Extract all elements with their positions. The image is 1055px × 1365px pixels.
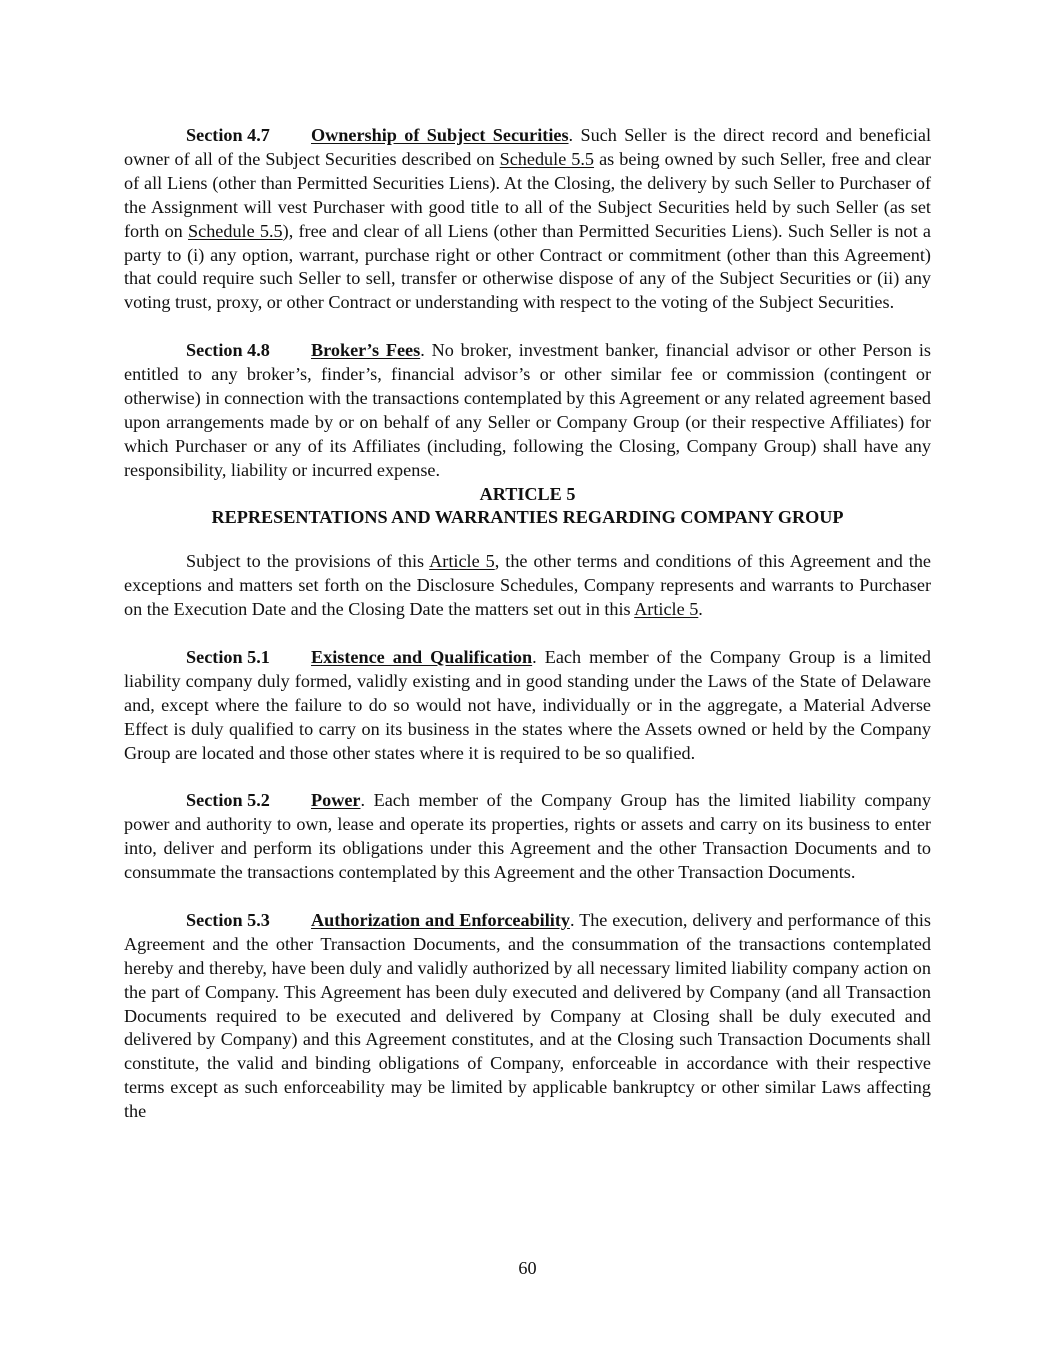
schedule-reference: Schedule 5.5 xyxy=(188,220,283,241)
article-5-intro xyxy=(124,550,931,622)
section-text: as being owned by such Seller, free and clear of all Liens (other than Permitted Securities Liens). At the Closing, the delivery by such Seller to Purchaser of the Assignment will vest Purchaser with good title to all of the Subject Securities held by such Seller (as set forth on xyxy=(124,148,931,241)
section-number: Section 5.3 xyxy=(186,909,270,930)
section-number: Section 5.1 xyxy=(186,647,270,667)
section-5-1 xyxy=(124,646,931,766)
schedule-reference: Schedule 5.5 xyxy=(499,148,595,169)
section-text: . Such Seller is the direct record and beneficial owner of all of the Subject Securities described on xyxy=(124,125,931,169)
section-4-7 xyxy=(124,124,931,315)
section-number: Section 4.7 xyxy=(186,125,270,145)
section-5-3 xyxy=(124,909,931,1124)
article-reference: Article 5 xyxy=(634,599,699,620)
section-title: Ownership of Subject Securities xyxy=(311,125,569,145)
page-number: 60 xyxy=(518,1258,537,1278)
intro-text: Subject to the provisions of this xyxy=(186,551,430,572)
section-title: Power xyxy=(311,790,361,811)
section-4-8 xyxy=(124,339,931,482)
section-text: . Each member of the Company Group has the limited liability company power and authority to own, lease and operate its properties, rights or assets and carry on its business to enter into, deliver and perform its obligations under this Agreement and the other Transaction Documents and to consummate the transactions contemplated by this Agreement and the other Transaction Documents. xyxy=(124,790,931,883)
section-number: Section 5.2 xyxy=(186,790,270,811)
section-number: Section 4.8 xyxy=(186,340,270,361)
intro-text: . xyxy=(698,599,703,620)
section-text: . No broker, investment banker, financial advisor or other Person is entitled to any broker’s, finder’s, financial advisor’s or other similar fee or commission (contingent or otherwise) in connection with the transactions contemplated by this Agreement or any related agreement based upon arrangements made by or on behalf of any Seller or Company Group (or their respective Affiliates) for which Purchaser or any of its Affiliates (including, following the Closing, Company Group) shall have any responsibility, liability or incurred expense. xyxy=(124,340,931,480)
section-title: Broker’s Fees xyxy=(311,340,421,361)
section-text: ), free and clear of all Liens (other than Permitted Securities Liens). Such Seller is not a party to (i) any option, warrant, purchase right or other Contract or commitment (other than this Agreement) that could require such Seller to sell, transfer or otherwise dispose of any of the Subject Securities or (ii) any voting trust, proxy, or other Contract or understanding with respect to the voting of the Subject Securities. xyxy=(124,220,931,313)
section-title: Existence and Qualification xyxy=(311,647,533,667)
article-reference: Article 5 xyxy=(429,551,495,572)
article-heading xyxy=(124,483,931,531)
section-text: . Each member of the Company Group is a limited liability company duly formed, validly existing and in good standing under the Laws of the State of Delaware and, except where the failure to do so would not have, individually or in the aggregate, a Material Adverse Effect is duly qualified to carry on its business in the states where the Assets owned or held by the Company Group are located and those other states where it is required to be so qualified. xyxy=(124,647,932,763)
article-title: REPRESENTATIONS AND WARRANTIES REGARDING COMPANY GROUP xyxy=(211,507,844,528)
document-page xyxy=(124,124,931,1148)
intro-text: , the other terms and conditions of this Agreement and the exceptions and matters set forth on the Disclosure Schedules, Company represents and warrants to Purchaser on the Execution Date and the Closing Date the matters set out in this xyxy=(124,551,932,620)
section-5-2 xyxy=(124,789,931,885)
section-text: . The execution, delivery and performance of this Agreement and the other Transaction Documents, and the consummation of the transactions contemplated hereby and thereby, have been duly and validly authorized by all necessary limited liability company action on the part of Company. This Agreement has been duly executed and delivered by Company (and all Transaction Documents required to be executed and delivered by Company at Closing shall be duly executed and delivered by Company) and this Agreement constitutes, and at the Closing such Transaction Documents shall constitute, the valid and binding obligations of Company, enforceable in accordance with their respective terms except as such enforceability may be limited by applicable bankruptcy or other similar Laws affecting the xyxy=(124,909,931,1122)
article-number: ARTICLE 5 xyxy=(479,483,576,504)
section-title: Authorization and Enforceability xyxy=(311,909,570,930)
